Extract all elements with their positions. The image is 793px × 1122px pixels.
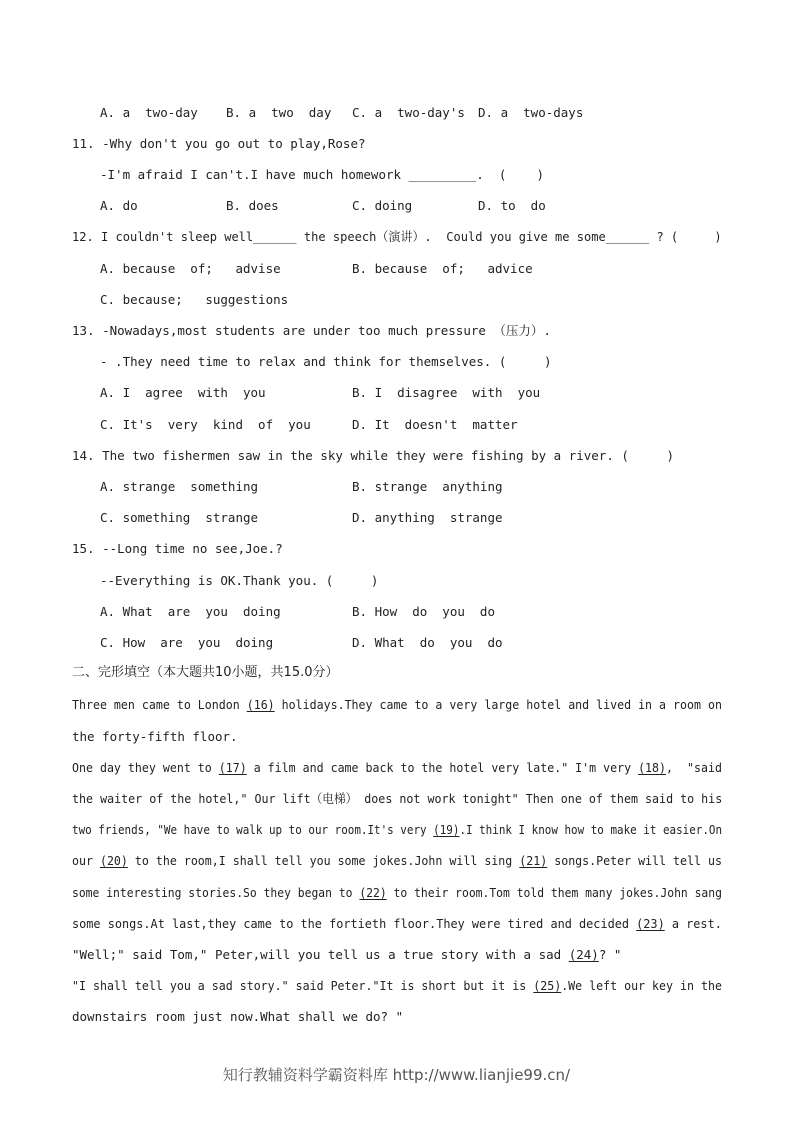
q10-options — [100, 105, 584, 121]
q11-option-d[interactable]: D. to do — [478, 198, 546, 213]
passage-text: .I think I know how to make it easier.On — [459, 822, 723, 837]
passage-line-1 — [72, 697, 722, 713]
passage-line-9 — [72, 947, 621, 963]
blank-17[interactable]: (17) — [218, 760, 247, 775]
q15-option-b[interactable]: B. How do you do — [352, 604, 495, 619]
blank-16[interactable]: (16) — [246, 697, 275, 712]
passage-text: One day they went to — [72, 760, 219, 775]
q13-option-d[interactable]: D. It doesn't matter — [352, 417, 518, 432]
passage-line-8 — [72, 916, 722, 932]
passage-line-3 — [72, 760, 722, 776]
q10-option-a[interactable]: A. a two-day — [100, 105, 198, 120]
q15-option-c[interactable]: C. How are you doing — [100, 635, 274, 650]
passage-text: , "said — [666, 760, 722, 775]
q15-options-row2 — [100, 635, 503, 651]
q15-option-a[interactable]: A. What are you doing — [100, 604, 281, 619]
passage-line-11: downstairs room just now.What shall we do? " — [72, 1009, 404, 1024]
q14-option-a[interactable]: A. strange something — [100, 479, 259, 494]
q15-stem: 15. --Long time no see,Joe.? — [72, 541, 283, 556]
blank-22[interactable]: (22) — [359, 885, 387, 900]
passage-line-2: the forty-fifth floor. — [72, 729, 238, 744]
passage-line-10 — [72, 978, 722, 994]
passage-text: .We left our key in the — [561, 978, 722, 993]
passage-line-4: the waiter of the hotel," Our lift（电梯） does not work tonight" Then one of them said to his — [72, 791, 723, 806]
q10-option-d[interactable]: D. a two-days — [478, 105, 584, 120]
passage-text: "I shall tell you a sad story." said Peter."It is short but it is — [72, 978, 534, 993]
section-title-cloze: 二、完形填空（本大题共10小题，共15.0分） — [72, 665, 339, 680]
passage-text: a rest. — [664, 916, 722, 931]
blank-23[interactable]: (23) — [636, 916, 665, 931]
q14-option-c[interactable]: C. something strange — [100, 510, 259, 525]
passage-line-7 — [72, 885, 722, 901]
q14-option-d[interactable]: D. anything strange — [352, 510, 503, 525]
passage-text: songs.Peter will tell us — [547, 853, 722, 868]
blank-21[interactable]: (21) — [519, 853, 548, 868]
q13-options-row1 — [100, 385, 541, 401]
passage-text: "Well;" said Tom," Peter,will you tell us a true story with a sad — [72, 947, 569, 962]
q12-option-b[interactable]: B. because of; advice — [352, 261, 533, 276]
passage-text: our — [72, 853, 100, 868]
q12-options-row2 — [100, 292, 289, 308]
passage-text: holidays.They came to a very large hotel and lived in a room on — [274, 697, 722, 712]
q12-options-row1 — [100, 261, 533, 277]
q13-option-c[interactable]: C. It's very kind of you — [100, 417, 311, 432]
q11-option-b[interactable]: B. does — [226, 198, 279, 213]
q10-option-b[interactable]: B. a two day — [226, 105, 332, 120]
q13-stem: 13. -Nowadays,most students are under too much pressure （压力）. — [72, 323, 551, 338]
passage-text: Three men came to London — [72, 697, 247, 712]
blank-25[interactable]: (25) — [533, 978, 562, 993]
q11-options — [100, 198, 546, 214]
blank-20[interactable]: (20) — [99, 853, 128, 868]
q14-options-row2 — [100, 510, 503, 526]
blank-24[interactable]: (24) — [568, 947, 599, 962]
blank-19[interactable]: (19) — [433, 822, 460, 837]
q12-option-a[interactable]: A. because of; advise — [100, 261, 281, 276]
q13-option-a[interactable]: A. I agree with you — [100, 385, 266, 400]
q11-line2: -I'm afraid I can't.I have much homework _________. ( ) — [100, 167, 545, 182]
passage-text: two friends, "We have to walk up to our room.It's very — [72, 822, 434, 837]
passage-text: some songs.At last,they came to the fortieth floor.They were tired and decided — [72, 916, 637, 931]
passage-line-5 — [72, 822, 722, 838]
passage-text: a film and came back to the hotel very late." I'm very — [246, 760, 639, 775]
q13-options-row2 — [100, 417, 518, 433]
passage-text: to their room.Tom told them many jokes.John sang — [386, 885, 722, 900]
q11-option-c[interactable]: C. doing — [352, 198, 413, 213]
passage-line-6 — [72, 853, 722, 869]
passage-text: ? " — [598, 947, 622, 962]
q12-stem: 12. I couldn't sleep well______ the speech（演讲）. Could you give me some______ ? ( ) — [72, 229, 722, 244]
q12-option-c[interactable]: C. because; suggestions — [100, 292, 289, 307]
q15-option-d[interactable]: D. What do you do — [352, 635, 503, 650]
footer-watermark: 知行教辅资料学霸资料库 http://www.lianjie99.cn/ — [222, 1066, 571, 1084]
q11-stem: 11. -Why don't you go out to play,Rose? — [72, 136, 366, 151]
q13-line2: - .They need time to relax and think for themselves. ( ) — [100, 354, 552, 369]
q10-option-c[interactable]: C. a two-day's — [352, 105, 465, 120]
q11-option-a[interactable]: A. do — [100, 198, 138, 213]
q14-option-b[interactable]: B. strange anything — [352, 479, 503, 494]
blank-18[interactable]: (18) — [638, 760, 667, 775]
q13-option-b[interactable]: B. I disagree with you — [352, 385, 541, 400]
q15-line2: --Everything is OK.Thank you. ( ) — [100, 573, 379, 588]
q14-options-row1 — [100, 479, 503, 495]
q15-options-row1 — [100, 604, 495, 620]
q14-stem: 14. The two fishermen saw in the sky while they were fishing by a river. ( ) — [72, 448, 675, 463]
passage-text: to the room,I shall tell you some jokes.John will sing — [127, 853, 520, 868]
passage-text: some interesting stories.So they began to — [72, 885, 360, 900]
